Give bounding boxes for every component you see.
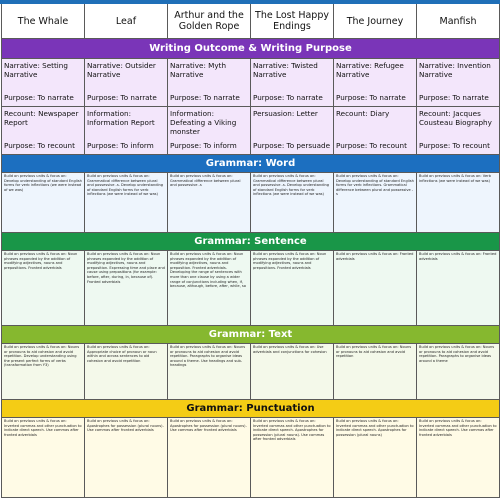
- outcome-text: Persuasion: Letter: [253, 109, 318, 118]
- grammar-sentence-row: [2, 251, 500, 326]
- outcome-cell: [334, 107, 417, 155]
- outcome-cell: [2, 107, 85, 155]
- outcome-text: Narrative: Myth Narrative: [170, 61, 226, 79]
- book-title: Arthur and the Golden Rope: [168, 4, 251, 39]
- grammar-punctuation-heading: Grammar: Punctuation: [2, 400, 500, 418]
- grammar-cell: Build on previous units & focus on: Inverted commas and other punctuation to indicate direct speech. Use commas after fronted adverbials: [2, 418, 85, 498]
- book-title: Manfish: [417, 4, 500, 39]
- book-title: The Whale: [2, 4, 85, 39]
- grammar-cell: Build on previous units & focus on: Noun phrases expanded by the addition of modifying adjectives, nouns and prepositions. Fronted adverbials: [2, 251, 85, 326]
- purpose-text: Purpose: To recount: [419, 141, 490, 150]
- outcome-text: Narrative: Invention Narrative: [419, 61, 491, 79]
- grammar-cell: Build on previous units & focus on: Inverted commas and other punctuation to indicate direct speech. Apostrophes for possession (plural nouns). Use commas after fronted adverbials: [251, 418, 334, 498]
- outcome-text: Recount: Jacques Cousteau Biography: [419, 109, 492, 127]
- grammar-cell: Build on previous units & focus on: Fronted adverbials: [417, 251, 500, 326]
- outcome-text: Information: Defeating a Viking monster: [170, 109, 237, 136]
- outcome-cell: [334, 59, 417, 107]
- outcome-cell: [2, 59, 85, 107]
- outcome-cell: [168, 107, 251, 155]
- grammar-cell: Build on previous units & focus on: Inverted commas and other punctuation to indicate direct speech. Apostrophes for possession (plural nouns): [334, 418, 417, 498]
- purpose-text: Purpose: To narrate: [419, 93, 489, 102]
- grammar-cell: Build on previous units & focus on: Noun phrases expanded by the addition of modifying adjectives, nouns and prepositions. Fronted adverbials: [251, 251, 334, 326]
- grammar-text-heading: Grammar: Text: [2, 326, 500, 344]
- outcome-cell: [251, 107, 334, 155]
- grammar-cell: Build on previous units & focus on: Grammatical difference between plural and possessive -s. Develop understanding of standard English forms for verb inflections (we were instead of we was): [251, 173, 334, 233]
- book-title: Leaf: [85, 4, 168, 39]
- grammar-cell: Build on previous units & focus on: Apostrophes for possession (plural nouns). Use commas after fronted adverbials: [85, 418, 168, 498]
- purpose-text: Purpose: To narrate: [87, 93, 157, 102]
- grammar-cell: Build on previous units & focus on: Develop understanding of standard English forms for verb inflections. Grammatical difference between plural and possessive -s: [334, 173, 417, 233]
- outcome-cell: [417, 59, 500, 107]
- purpose-text: Purpose: To persuade: [253, 141, 331, 150]
- grammar-cell: Build on previous units & focus on: Use adverbials and conjunctions for cohesion: [251, 344, 334, 400]
- outcome-cell: [85, 107, 168, 155]
- outcome-cell: [251, 59, 334, 107]
- purpose-text: Purpose: To inform: [87, 141, 154, 150]
- outcome-text: Recount: Newspaper Report: [4, 109, 79, 127]
- book-title: The Journey: [334, 4, 417, 39]
- curriculum-grid: [1, 4, 499, 498]
- nonfiction-row: [2, 107, 500, 155]
- book-titles-row: [2, 4, 500, 39]
- purpose-text: Purpose: To narrate: [170, 93, 240, 102]
- grammar-cell: Build on previous units & focus on: Verb inflections (we were instead of we was): [417, 173, 500, 233]
- purpose-text: Purpose: To narrate: [253, 93, 323, 102]
- grammar-cell: Build on previous units & focus on: Inverted commas and other punctuation to indicate direct speech. Use commas after fronted adverbials: [417, 418, 500, 498]
- grammar-cell: Build on previous units & focus on: Apostrophes for possession (plural nouns). Use commas after fronted adverbials: [168, 418, 251, 498]
- purpose-text: Purpose: To narrate: [336, 93, 406, 102]
- grammar-word-row: [2, 173, 500, 233]
- outcome-text: Narrative: Twisted Narrative: [253, 61, 318, 79]
- book-title: The Lost Happy Endings: [251, 4, 334, 39]
- grammar-cell: Build on previous units & focus on: Noun phrases expanded by the addition of modifying adjectives, nouns and preposition. Fronted adverbials. Developing the range of sentences with more than one clause by using a wider range of conjunctions including when, if, because, although, before, after, while, so: [168, 251, 251, 326]
- writing-section-heading: Writing Outcome & Writing Purpose: [2, 39, 500, 59]
- grammar-cell: Build on previous units & focus on: Nouns or pronouns to aid cohesion and avoid repetition. Paragraphs to organise ideas around a theme. Use headings and sub-headings: [168, 344, 251, 400]
- grammar-punctuation-row: [2, 418, 500, 498]
- outcome-cell: [417, 107, 500, 155]
- outcome-text: Narrative: Setting Narrative: [4, 61, 68, 79]
- outcome-text: Narrative: Refugee Narrative: [336, 61, 404, 79]
- grammar-cell: Build on previous units & focus on: Nouns or pronouns to aid cohesion and avoid repetition. Paragraphs to organise ideas around a theme: [417, 344, 500, 400]
- grammar-cell: Build on previous units & focus on: Nouns or pronouns to aid cohesion and avoid repetition: [334, 344, 417, 400]
- grammar-cell: Build on previous units & focus on: Grammatical difference between plural and possessive -s. Develop understanding of standard English forms for verb inflections (we were instead of we was): [85, 173, 168, 233]
- outcome-text: Information: Information Report: [87, 109, 155, 127]
- outcome-text: Narrative: Outsider Narrative: [87, 61, 156, 79]
- grammar-cell: Build on previous units & focus on: Fronted adverbials: [334, 251, 417, 326]
- purpose-text: Purpose: To recount: [336, 141, 407, 150]
- grammar-cell: Build on previous units & focus on: Noun phrases expanded by the addition of modifying adjectives, nouns and preposition. Expressing time and place and cause using prepositions (for example: before, after, during, in, because of). Fronted adverbials: [85, 251, 168, 326]
- narrative-row: [2, 59, 500, 107]
- grammar-cell: Build on previous units & focus on: Develop understanding of standard English forms for verb inflections (we were instead of we was): [2, 173, 85, 233]
- grammar-word-heading: Grammar: Word: [2, 155, 500, 173]
- purpose-text: Purpose: To narrate: [4, 93, 74, 102]
- outcome-cell: [85, 59, 168, 107]
- grammar-text-row: [2, 344, 500, 400]
- grammar-sentence-heading: Grammar: Sentence: [2, 233, 500, 251]
- purpose-text: Purpose: To inform: [170, 141, 237, 150]
- grammar-cell: Build on previous units & focus on: Grammatical difference between plural and possessive -s: [168, 173, 251, 233]
- purpose-text: Purpose: To recount: [4, 141, 75, 150]
- grammar-cell: Build on previous units & focus on: Nouns or pronouns to aid cohesion and avoid repetition. Develop understanding using the present perfect forms of verbs (transformation from Y3): [2, 344, 85, 400]
- outcome-cell: [168, 59, 251, 107]
- outcome-text: Recount: Diary: [336, 109, 390, 118]
- grammar-cell: Build on previous units & focus on: Appropriate choice of pronoun or noun within and across sentences to aid cohesion and avoid repetition: [85, 344, 168, 400]
